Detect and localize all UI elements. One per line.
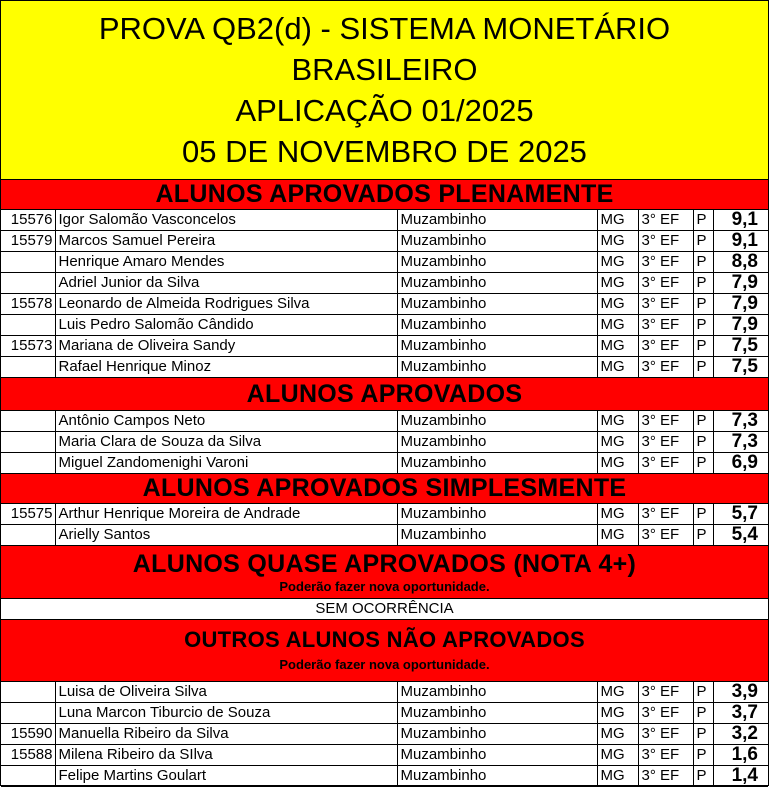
student-name: Milena Ribeiro da SIlva bbox=[55, 745, 397, 766]
student-grade-level: 3° EF bbox=[638, 453, 693, 474]
student-city: Muzambinho bbox=[397, 453, 597, 474]
student-code bbox=[1, 453, 55, 474]
student-grade-level: 3° EF bbox=[638, 525, 693, 546]
student-row bbox=[1, 724, 768, 745]
student-type: P bbox=[693, 210, 713, 231]
student-code bbox=[1, 411, 55, 432]
student-score: 9,1 bbox=[713, 231, 768, 252]
student-score: 7,9 bbox=[713, 273, 768, 294]
student-type: P bbox=[693, 766, 713, 787]
student-grade-level: 3° EF bbox=[638, 252, 693, 273]
student-grade-level: 3° EF bbox=[638, 504, 693, 525]
student-grade-level: 3° EF bbox=[638, 432, 693, 453]
student-city: Muzambinho bbox=[397, 682, 597, 703]
student-city: Muzambinho bbox=[397, 273, 597, 294]
student-row bbox=[1, 432, 768, 453]
student-code bbox=[1, 432, 55, 453]
student-code bbox=[1, 252, 55, 273]
student-state: MG bbox=[597, 766, 638, 787]
student-grade-level: 3° EF bbox=[638, 411, 693, 432]
student-city: Muzambinho bbox=[397, 766, 597, 787]
student-name: Mariana de Oliveira Sandy bbox=[55, 336, 397, 357]
section-banner-quase bbox=[1, 546, 768, 599]
student-state: MG bbox=[597, 210, 638, 231]
student-state: MG bbox=[597, 504, 638, 525]
student-grade-level: 3° EF bbox=[638, 703, 693, 724]
students-table-simplesmente bbox=[1, 504, 768, 546]
student-score: 3,2 bbox=[713, 724, 768, 745]
students-table-plenamente bbox=[1, 210, 768, 378]
student-state: MG bbox=[597, 703, 638, 724]
student-name: Luisa de Oliveira Silva bbox=[55, 682, 397, 703]
student-type: P bbox=[693, 432, 713, 453]
student-row bbox=[1, 273, 768, 294]
student-row bbox=[1, 525, 768, 546]
student-name: Luna Marcon Tiburcio de Souza bbox=[55, 703, 397, 724]
student-name: Arthur Henrique Moreira de Andrade bbox=[55, 504, 397, 525]
student-row bbox=[1, 453, 768, 474]
student-score: 6,9 bbox=[713, 453, 768, 474]
student-code: 15590 bbox=[1, 724, 55, 745]
exam-header bbox=[1, 1, 768, 180]
student-state: MG bbox=[597, 315, 638, 336]
student-grade-level: 3° EF bbox=[638, 745, 693, 766]
student-state: MG bbox=[597, 273, 638, 294]
student-row bbox=[1, 315, 768, 336]
student-code: 15575 bbox=[1, 504, 55, 525]
student-city: Muzambinho bbox=[397, 703, 597, 724]
student-type: P bbox=[693, 273, 713, 294]
student-type: P bbox=[693, 411, 713, 432]
student-code bbox=[1, 766, 55, 787]
student-score: 9,1 bbox=[713, 210, 768, 231]
student-score: 7,9 bbox=[713, 294, 768, 315]
student-row bbox=[1, 411, 768, 432]
section-banner-outros bbox=[1, 620, 768, 682]
student-score: 1,6 bbox=[713, 745, 768, 766]
student-state: MG bbox=[597, 336, 638, 357]
student-type: P bbox=[693, 525, 713, 546]
exam-application: APLICAÇÃO 01/2025 bbox=[235, 93, 534, 128]
student-state: MG bbox=[597, 453, 638, 474]
student-name: Antônio Campos Neto bbox=[55, 411, 397, 432]
student-row bbox=[1, 252, 768, 273]
student-state: MG bbox=[597, 294, 638, 315]
student-city: Muzambinho bbox=[397, 252, 597, 273]
student-state: MG bbox=[597, 252, 638, 273]
student-city: Muzambinho bbox=[397, 432, 597, 453]
student-grade-level: 3° EF bbox=[638, 766, 693, 787]
student-state: MG bbox=[597, 724, 638, 745]
student-row bbox=[1, 294, 768, 315]
student-name: Adriel Junior da Silva bbox=[55, 273, 397, 294]
student-city: Muzambinho bbox=[397, 357, 597, 378]
student-row bbox=[1, 682, 768, 703]
student-type: P bbox=[693, 724, 713, 745]
student-code bbox=[1, 682, 55, 703]
student-code bbox=[1, 273, 55, 294]
student-name: Leonardo de Almeida Rodrigues Silva bbox=[55, 294, 397, 315]
student-city: Muzambinho bbox=[397, 231, 597, 252]
student-city: Muzambinho bbox=[397, 411, 597, 432]
student-code: 15588 bbox=[1, 745, 55, 766]
student-city: Muzambinho bbox=[397, 336, 597, 357]
exam-title-continued: BRASILEIRO bbox=[291, 52, 478, 87]
student-state: MG bbox=[597, 745, 638, 766]
student-type: P bbox=[693, 357, 713, 378]
student-city: Muzambinho bbox=[397, 724, 597, 745]
student-name: Miguel Zandomenighi Varoni bbox=[55, 453, 397, 474]
student-city: Muzambinho bbox=[397, 504, 597, 525]
student-row bbox=[1, 703, 768, 724]
section-note: Poderão fazer nova oportunidade. bbox=[279, 657, 490, 672]
student-state: MG bbox=[597, 432, 638, 453]
student-score: 7,5 bbox=[713, 336, 768, 357]
student-type: P bbox=[693, 315, 713, 336]
student-type: P bbox=[693, 336, 713, 357]
student-type: P bbox=[693, 294, 713, 315]
student-city: Muzambinho bbox=[397, 525, 597, 546]
student-score: 7,3 bbox=[713, 432, 768, 453]
student-type: P bbox=[693, 504, 713, 525]
student-grade-level: 3° EF bbox=[638, 336, 693, 357]
section-banner-plenamente bbox=[1, 180, 768, 210]
student-city: Muzambinho bbox=[397, 294, 597, 315]
student-grade-level: 3° EF bbox=[638, 294, 693, 315]
student-state: MG bbox=[597, 682, 638, 703]
student-code bbox=[1, 525, 55, 546]
student-grade-level: 3° EF bbox=[638, 357, 693, 378]
student-state: MG bbox=[597, 357, 638, 378]
student-name: Arielly Santos bbox=[55, 525, 397, 546]
students-table-outros bbox=[1, 682, 768, 787]
section-banner-simplesmente bbox=[1, 474, 768, 504]
student-code: 15576 bbox=[1, 210, 55, 231]
section-title: ALUNOS APROVADOS SIMPLESMENTE bbox=[142, 474, 627, 502]
student-grade-level: 3° EF bbox=[638, 682, 693, 703]
student-type: P bbox=[693, 231, 713, 252]
student-grade-level: 3° EF bbox=[638, 315, 693, 336]
exam-title: PROVA QB2(d) - SISTEMA MONETÁRIO bbox=[98, 11, 671, 46]
student-row bbox=[1, 745, 768, 766]
no-occurrence-row: SEM OCORRÊNCIA bbox=[1, 599, 768, 620]
student-grade-level: 3° EF bbox=[638, 724, 693, 745]
student-row bbox=[1, 504, 768, 525]
student-row bbox=[1, 210, 768, 231]
student-code: 15579 bbox=[1, 231, 55, 252]
section-title: ALUNOS QUASE APROVADOS (NOTA 4+) bbox=[132, 550, 637, 578]
section-note: Poderão fazer nova oportunidade. bbox=[279, 579, 490, 594]
student-score: 7,3 bbox=[713, 411, 768, 432]
student-name: Felipe Martins Goulart bbox=[55, 766, 397, 787]
student-name: Marcos Samuel Pereira bbox=[55, 231, 397, 252]
student-grade-level: 3° EF bbox=[638, 231, 693, 252]
students-table-aprovados bbox=[1, 411, 768, 474]
student-score: 7,9 bbox=[713, 315, 768, 336]
student-city: Muzambinho bbox=[397, 210, 597, 231]
student-name: Manuella Ribeiro da Silva bbox=[55, 724, 397, 745]
student-row bbox=[1, 357, 768, 378]
student-code: 15573 bbox=[1, 336, 55, 357]
student-type: P bbox=[693, 453, 713, 474]
student-code bbox=[1, 357, 55, 378]
student-score: 3,7 bbox=[713, 703, 768, 724]
student-code: 15578 bbox=[1, 294, 55, 315]
student-row bbox=[1, 766, 768, 787]
student-type: P bbox=[693, 745, 713, 766]
student-code bbox=[1, 703, 55, 724]
student-score: 5,7 bbox=[713, 504, 768, 525]
student-type: P bbox=[693, 703, 713, 724]
student-score: 5,4 bbox=[713, 525, 768, 546]
student-score: 8,8 bbox=[713, 252, 768, 273]
student-score: 7,5 bbox=[713, 357, 768, 378]
section-title: OUTROS ALUNOS NÃO APROVADOS bbox=[184, 627, 585, 652]
student-score: 3,9 bbox=[713, 682, 768, 703]
student-name: Rafael Henrique Minoz bbox=[55, 357, 397, 378]
student-row bbox=[1, 336, 768, 357]
student-state: MG bbox=[597, 231, 638, 252]
section-title: ALUNOS APROVADOS bbox=[246, 380, 523, 408]
student-code bbox=[1, 315, 55, 336]
student-type: P bbox=[693, 682, 713, 703]
student-name: Luis Pedro Salomão Cândido bbox=[55, 315, 397, 336]
student-type: P bbox=[693, 252, 713, 273]
student-state: MG bbox=[597, 525, 638, 546]
student-grade-level: 3° EF bbox=[638, 273, 693, 294]
student-name: Henrique Amaro Mendes bbox=[55, 252, 397, 273]
student-score: 1,4 bbox=[713, 766, 768, 787]
student-name: Maria Clara de Souza da Silva bbox=[55, 432, 397, 453]
student-city: Muzambinho bbox=[397, 745, 597, 766]
student-city: Muzambinho bbox=[397, 315, 597, 336]
student-name: Igor Salomão Vasconcelos bbox=[55, 210, 397, 231]
section-banner-aprovados bbox=[1, 378, 768, 411]
exam-date: 05 DE NOVEMBRO DE 2025 bbox=[182, 134, 587, 169]
student-row bbox=[1, 231, 768, 252]
section-title: ALUNOS APROVADOS PLENAMENTE bbox=[155, 180, 614, 208]
student-grade-level: 3° EF bbox=[638, 210, 693, 231]
student-state: MG bbox=[597, 411, 638, 432]
